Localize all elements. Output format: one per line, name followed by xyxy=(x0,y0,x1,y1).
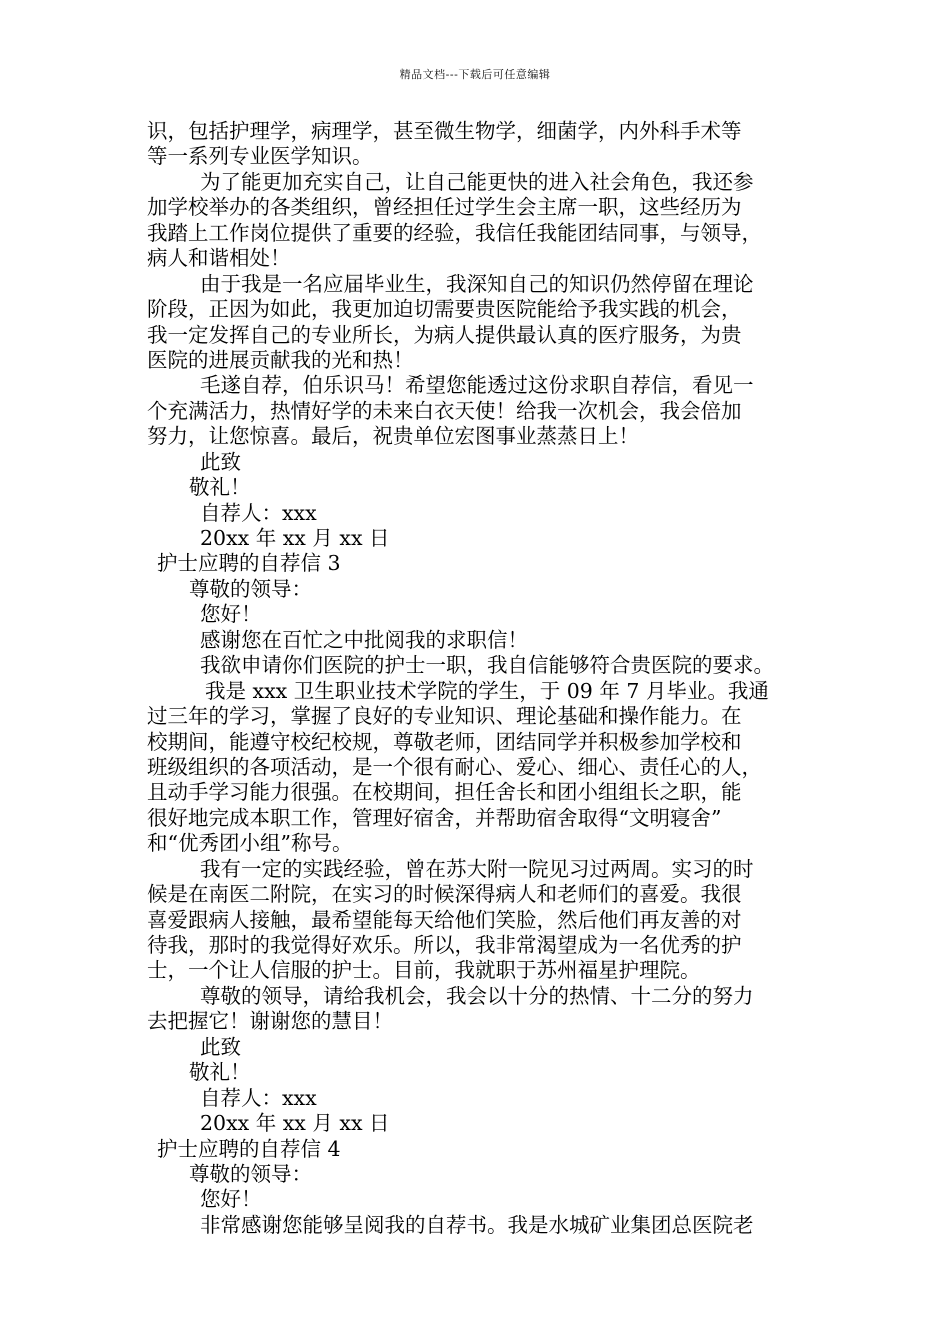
text-line: 20xx 年 xx 月 xx 日 xyxy=(200,526,390,550)
text-line: 候是在南医二附院，在实习的时候深得病人和老师们的喜爱。我很 xyxy=(147,882,742,907)
text-line: 我欲申请你们医院的护士一职，我自信能够符合贵医院的要求。 xyxy=(200,653,774,678)
text-line: 您好！ xyxy=(200,1187,262,1212)
text-line: 我有一定的实践经验，曾在苏大附一院见习过两周。实习的时 xyxy=(200,856,754,881)
text-line: 阶段，正因为如此，我更加迫切需要贵医院能给予我实践的机会， xyxy=(147,297,742,322)
text-line: 喜爱跟病人接触，最希望能每天给他们笑脸，然后他们再友善的对 xyxy=(147,907,742,932)
text-line: 很好地完成本职工作，管理好宿舍，并帮助宿舍取得“文明寝舍” xyxy=(147,805,722,830)
text-line: 且动手学习能力很强。在校期间，担任舍长和团小组组长之职，能 xyxy=(147,780,742,805)
text-line: 校期间，能遵守校纪校规，尊敬老师，团结同学并积极参加学校和 xyxy=(147,729,742,754)
text-line: 等一系列专业医学知识。 xyxy=(147,144,373,169)
text-line: 我是 xxx 卫生职业技术学院的学生，于 09 年 7 月毕业。我通 xyxy=(205,678,769,703)
text-line: 自荐人：xxx xyxy=(200,1085,317,1110)
text-line: 待我，那时的我觉得好欢乐。所以，我非常渴望成为一名优秀的护 xyxy=(147,933,742,957)
text-line: 尊敬的领导： xyxy=(189,1161,312,1186)
text-line: 去把握它！谢谢您的慧目！ xyxy=(147,1009,393,1034)
text-line: 此致 xyxy=(200,1034,241,1059)
text-line: 自荐人：xxx xyxy=(200,500,317,525)
text-line: 此致 xyxy=(200,449,241,474)
page-header: 精品文档---下载后可任意编辑 xyxy=(399,68,551,81)
text-line: 非常感谢您能够呈阅我的自荐书。我是水城矿业集团总医院老 xyxy=(200,1212,754,1237)
text-line: 识，包括护理学，病理学，甚至微生物学，细菌学，内外科手术等 xyxy=(147,119,742,143)
text-line: 感谢您在百忙之中批阅我的求职信！ xyxy=(200,627,528,652)
text-line: 努力，让您惊喜。最后，祝贵单位宏图事业蒸蒸日上！ xyxy=(147,424,639,449)
text-line: 班级组织的各项活动，是一个很有耐心、爱心、细心、责任心的人， xyxy=(147,754,762,779)
text-line: 过三年的学习，掌握了良好的专业知识、理论基础和操作能力。在 xyxy=(147,704,742,729)
text-line: 个充满活力，热情好学的未来白衣天使！给我一次机会，我会倍加 xyxy=(147,398,742,423)
text-line: 尊敬的领导，请给我机会，我会以十分的热情、十二分的努力 xyxy=(200,983,754,1008)
text-line: 由于我是一名应届毕业生，我深知自己的知识仍然停留在理论 xyxy=(200,271,754,296)
text-line: 护士应聘的自荐信 3 xyxy=(157,551,341,576)
text-line: 我踏上工作岗位提供了重要的经验，我信任我能团结同事，与领导， xyxy=(147,220,762,245)
document-body xyxy=(147,119,807,1238)
text-line: 加学校举办的各类组织，曾经担任过学生会主席一职，这些经历为 xyxy=(147,195,742,220)
text-line: 为了能更加充实自己，让自己能更快的进入社会角色，我还参 xyxy=(200,169,754,194)
text-line: 病人和谐相处！ xyxy=(147,246,291,271)
text-line: 20xx 年 xx 月 xx 日 xyxy=(200,1111,390,1136)
text-line: 敬礼！ xyxy=(189,475,251,500)
text-line: 士，一个让人信服的护士。目前，我就职于苏州福星护理院。 xyxy=(147,958,701,983)
text-line: 敬礼！ xyxy=(189,1060,251,1085)
text-line: 毛遂自荐，伯乐识马！希望您能透过这份求职自荐信，看见一 xyxy=(200,373,754,398)
text-line: 护士应聘的自荐信 4 xyxy=(157,1136,341,1161)
text-line: 医院的进展贡献我的光和热！ xyxy=(147,347,414,372)
text-line: 和“优秀团小组”称号。 xyxy=(147,831,353,856)
text-line: 您好！ xyxy=(200,602,262,627)
text-line: 尊敬的领导： xyxy=(189,576,312,601)
text-line: 我一定发挥自己的专业所长，为病人提供最认真的医疗服务，为贵 xyxy=(147,322,742,347)
